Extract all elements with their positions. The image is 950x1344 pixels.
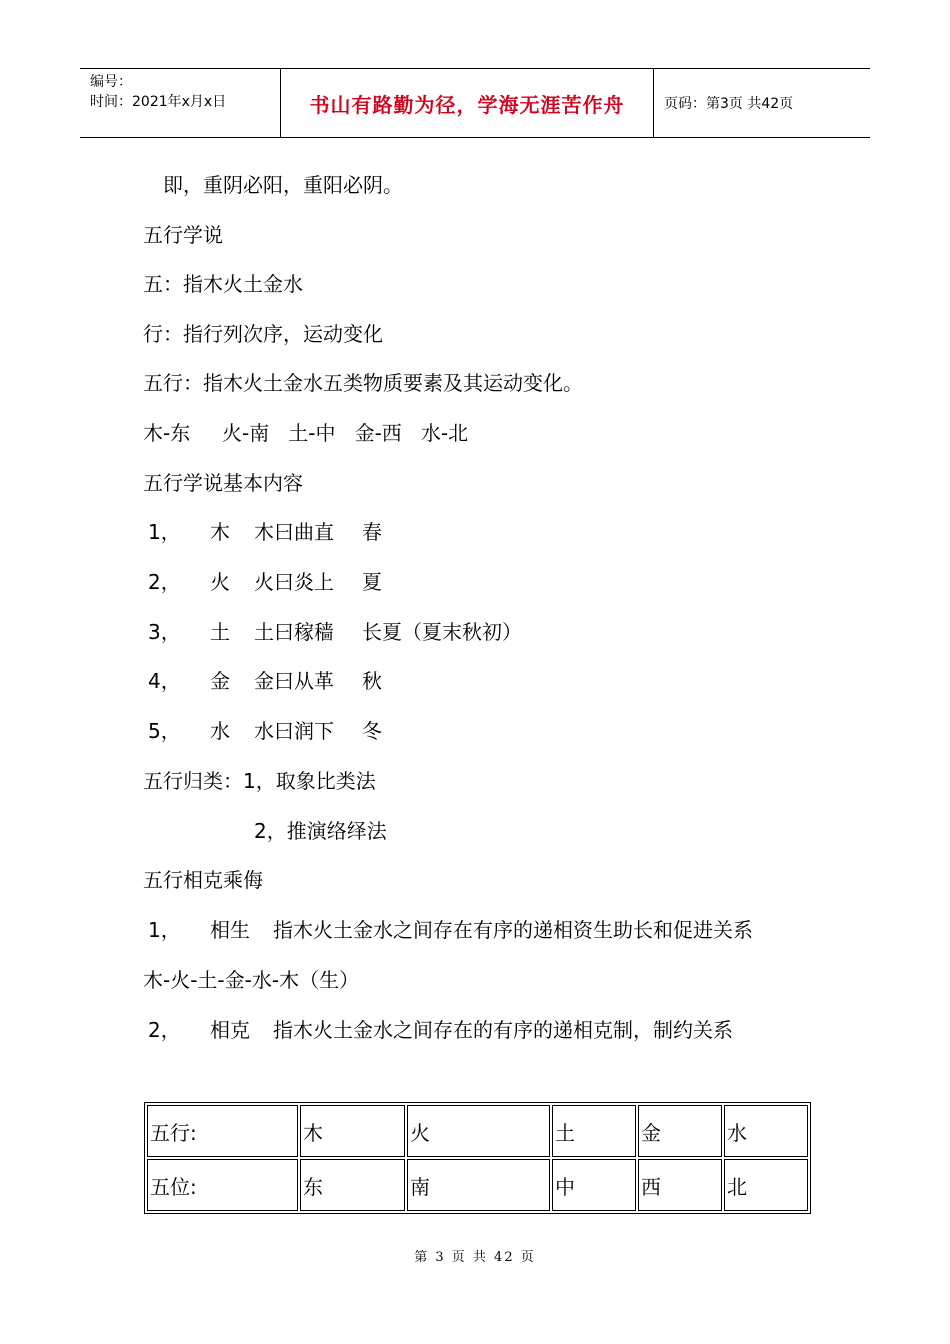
page-info: 页码：第3页 共42页 [664,96,794,112]
list-item: 3， 土 土曰稼穑 长夏（夏末秋初） [148,620,522,644]
relation-line: 1， 相生 指木火土金水之间存在有序的递相资生助长和促进关系 [148,918,753,942]
table-cell: 北 [724,1159,808,1211]
text-line: 木-火-土-金-水-木（生） [143,968,360,992]
section-heading: 五行学说基本内容 [143,471,303,495]
table-cell: 西 [638,1159,722,1211]
table-cell: 中 [552,1159,636,1211]
section-heading: 五行学说 [143,223,223,247]
text-line: 五行归类：1，取象比类法 [143,769,376,793]
table-cell: 土 [552,1105,636,1157]
text-line: 行：指行列次序，运动变化 [143,322,383,346]
list-item: 5， 水 水曰润下 冬 [148,719,382,743]
text-line: 木-东 火-南 土-中 金-西 水-北 [143,421,469,445]
list-item: 2， 火 火曰炎上 夏 [148,570,382,594]
section-heading: 五行相克乘侮 [143,868,263,892]
table-cell: 五位: [147,1159,298,1211]
text-line: 五：指木火土金水 [143,272,303,296]
motto-text: 书山有路勤为径，学海无涯苦作舟 [309,92,625,117]
table-cell: 火 [407,1105,550,1157]
list-item: 1， 木 木曰曲直 春 [148,520,382,544]
serial-label: 编号： [90,74,132,90]
text-line: 即，重阴必阳，重阳必阴。 [163,173,403,197]
table-cell: 木 [300,1105,405,1157]
table-cell: 金 [638,1105,722,1157]
table-row [147,1159,808,1211]
text-line: 2，推演络绎法 [254,819,387,843]
text-line: 五行：指木火土金水五类物质要素及其运动变化。 [143,371,583,395]
relation-line: 2， 相克 指木火土金水之间存在的有序的递相克制，制约关系 [148,1018,733,1042]
header-page-cell [654,69,870,137]
date-label: 时间：2021年x月x日 [90,94,227,110]
wuxing-table [144,1102,811,1214]
table-cell: 东 [300,1159,405,1211]
table-row [147,1105,808,1157]
list-item: 4， 金 金曰从革 秋 [148,669,382,693]
table-cell: 五行: [147,1105,298,1157]
table-cell: 南 [407,1159,550,1211]
header-table [80,68,870,138]
table-cell: 水 [724,1105,808,1157]
header-meta-cell [80,69,281,137]
page-footer: 第 3 页 共 42 页 [414,1250,536,1265]
header-motto-cell [281,69,654,137]
